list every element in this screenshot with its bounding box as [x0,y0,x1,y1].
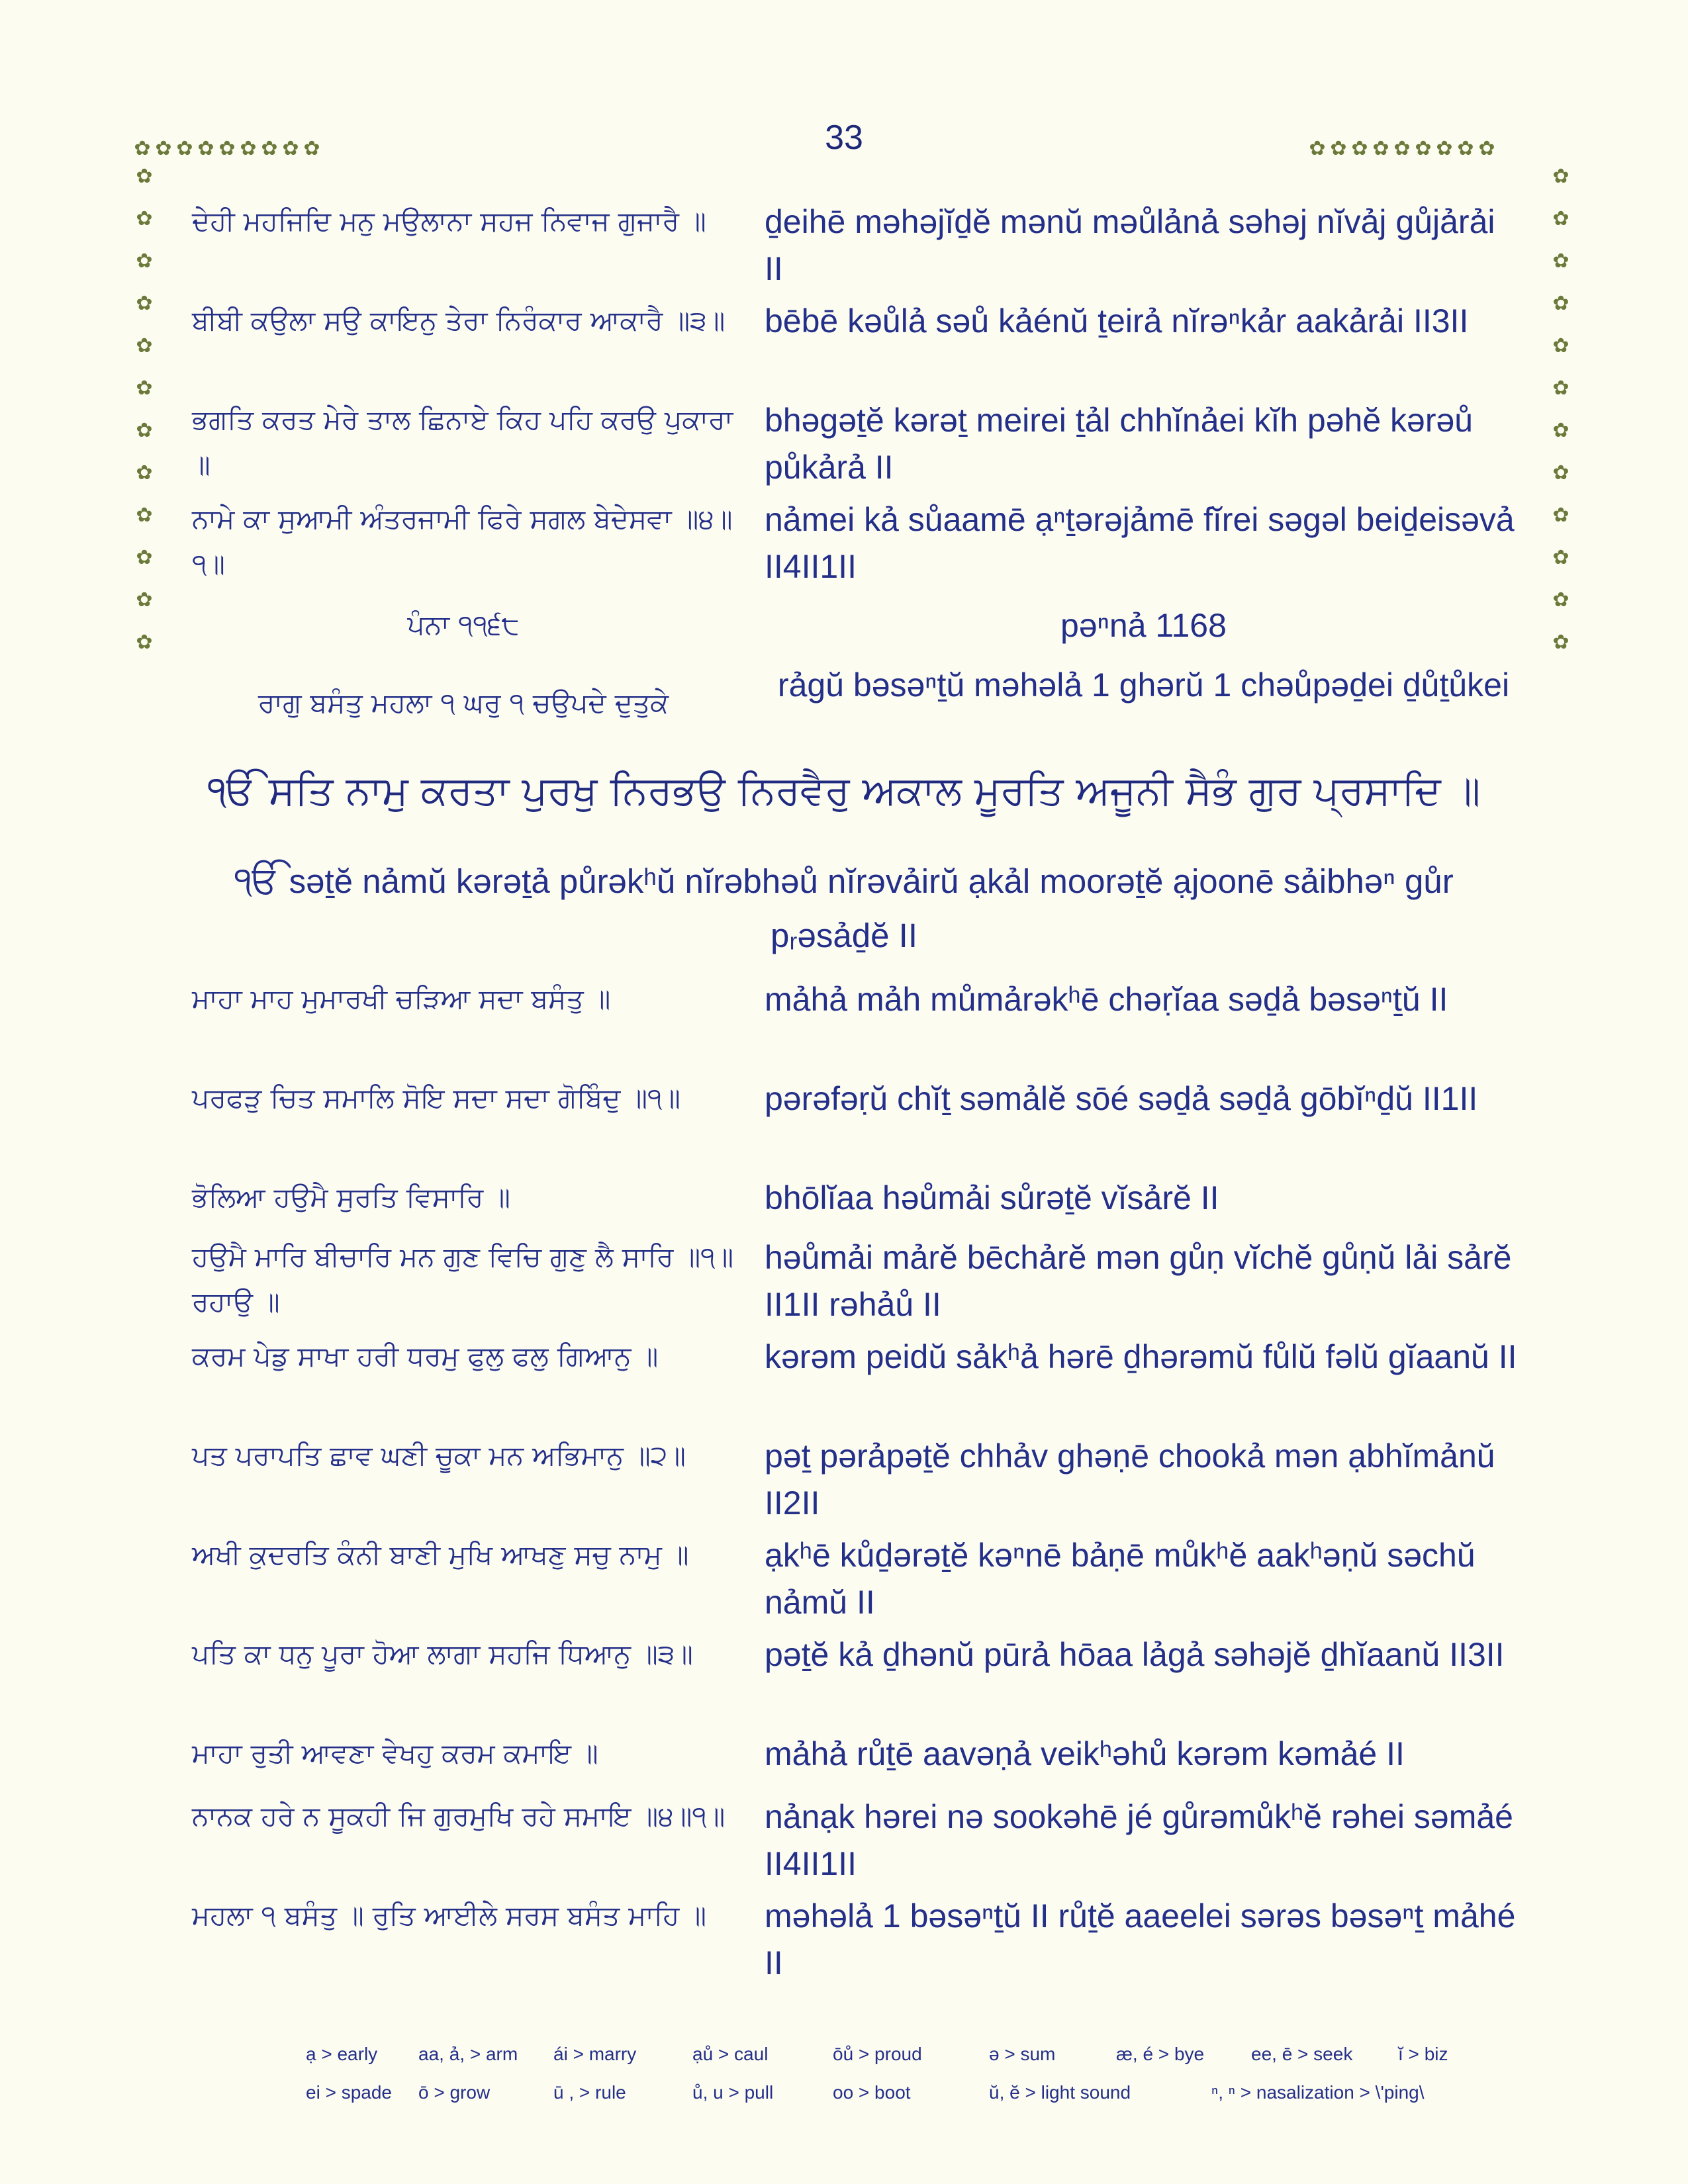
gurmukhi-line: ਭੋਲਿਆ ਹਉਮੈ ਸੁਰਤਿ ਵਿਸਾਰਿ ॥ [192,1181,510,1213]
legend-item: ĭ > biz [1398,2044,1448,2064]
transliteration-line: məhəlả 1 bəsəⁿṯŭ II růṯĕ aaeelei sərəs bəsəⁿṯ mảhé II [765,1897,1516,1981]
flower-ornament-icon: ✿ [1415,137,1432,160]
page-number: 33 [825,118,863,157]
flower-ornament-icon: ✿ [136,546,153,569]
flower-ornament-icon: ✿ [136,334,153,357]
gurmukhi-line: ਪਤ ਪਰਾਪਤਿ ਛਾਵ ਘਣੀ ਚੂਕਾ ਮਨ ਅਭਿਮਾਨੁ ॥੨॥ [192,1439,686,1471]
legend-item: oo > boot [833,2082,911,2103]
ik-onkar-symbol: ੴ [234,859,280,902]
flower-ornament-icon: ✿ [1552,165,1570,188]
transliteration-line: nảnạk hərei nə sookəhē jé gůrəmůkʰĕ rəhei səmảé II4II1II [765,1798,1513,1882]
flower-ornament-icon: ✿ [282,137,299,160]
flower-ornament-icon: ✿ [218,137,236,160]
flower-ornament-icon: ✿ [1552,546,1570,569]
legend-item: ŭ, ĕ > light sound [989,2082,1131,2103]
flower-ornament-icon: ✿ [1552,461,1570,484]
legend-item: aa, ả, > arm [418,2044,518,2064]
flower-ornament-icon: ✿ [1552,207,1570,230]
transliteration-line: bhəgəṯĕ kərəṯ meirei ṯảl chhĭnảei kĭh pəhĕ kərəů půkảrả II [765,402,1474,486]
flower-ornament-icon: ✿ [155,137,172,160]
transliteration-line: bhōlĭaa həůmải sůrəṯĕ vĭsảrĕ II [765,1179,1219,1216]
legend-item: ạ > early [306,2044,378,2064]
gurmukhi-line: ਅਖੀ ਕੁਦਰਤਿ ਕੰਨੀ ਬਾਣੀ ਮੁਖਿ ਆਖਣੁ ਸਚੁ ਨਾਮੁ ॥ [192,1539,689,1570]
flower-ornament-icon: ✿ [1330,137,1347,160]
flower-ornament-icon: ✿ [136,631,153,654]
legend-item: ōů > proud [833,2044,922,2064]
gurmukhi-line: ਨਾਨਕ ਹਰੇ ਨ ਸੂਕਹੀ ਜਿ ਗੁਰਮੁਖਿ ਰਹੇ ਸਮਾਇ ॥੪॥੧॥ [192,1800,726,1832]
mool-mantar-gurmukhi: ੴ ਸਤਿ ਨਾਮੁ ਕਰਤਾ ਪੁਰਖੁ ਨਿਰਭਉ ਨਿਰਵੈਰੁ ਅਕਾਲ ਮੂਰਤਿ ਅਜੂਨੀ ਸੈਭੰ ਗੁਰ ਪ੍ਰਸਾਦਿ ॥ [207,768,1481,814]
flower-ornament-icon: ✿ [1351,137,1368,160]
flower-ornament-icon: ✿ [1372,137,1389,160]
mool-mantar-translit [199,854,1489,963]
flower-ornament-icon: ✿ [176,137,193,160]
transliteration-line: pəṯ pərảpəṯĕ chhảv ghəṇē chookả mən ạbhĭmảnŭ II2II [765,1437,1495,1522]
flower-ornament-icon: ✿ [136,419,153,442]
legend-item: æ, é > bye [1116,2044,1205,2064]
gurmukhi-line: ਹਉਮੈ ਮਾਰਿ ਬੀਚਾਰਿ ਮਨ ਗੁਣ ਵਿਚਿ ਗੁਣੁ ਲੈ ਸਾਰਿ ॥੧॥ ਰਹਾਉ ॥ [192,1241,733,1318]
legend-item: ū , > rule [553,2082,626,2103]
transliteration-line: mảhả růṯē aavəṇả veikʰəhů kərəm kəmảé II [765,1735,1405,1772]
gurmukhi-line: ਮਹਲਾ ੧ ਬਸੰਤੁ ॥ ਰੁਤਿ ਆਈਲੇ ਸਰਸ ਬਸੰਤ ਮਾਹਿ ॥ [192,1899,707,1931]
transliteration-line: kərəm peidŭ sảkʰả hərē ḏhərəmŭ fůlŭ fəlŭ gĭaanŭ II [765,1338,1517,1375]
flower-ornament-icon: ✿ [1478,137,1495,160]
flower-ornament-icon: ✿ [240,137,257,160]
legend-item: ů, u > pull [692,2082,774,2103]
flower-ornament-icon: ✿ [1457,137,1474,160]
flower-ornament-icon: ✿ [134,137,151,160]
transliteration-line: bēbē kəůlả səů kảénŭ ṯeirả nĭrəⁿkảr aakảrải II3II [765,302,1469,340]
page-reference-translit: pəⁿnả 1168 [1060,607,1227,644]
transliteration-line: ạkʰē kůḏərəṯĕ kəⁿnē bảṇē můkʰĕ aakʰəṇŭ səchŭ nảmŭ II [765,1537,1476,1621]
transliteration-line: pərəfəṛŭ chĭṯ səmảlĕ sōé səḏả səḏả gōbĭⁿḏŭ II1II [765,1080,1478,1117]
transliteration-line: mảhả mảh můmảrəkʰē chəṛĭaa səḏả bəsəⁿṯŭ II [765,981,1448,1018]
legend-item: ō > grow [418,2082,491,2103]
gurmukhi-line: ਪਰਫੜੁ ਚਿਤ ਸਮਾਲਿ ਸੋਇ ਸਦਾ ਸਦਾ ਗੋਬਿੰਦੁ ॥੧॥ [192,1082,680,1114]
transliteration-line: pəṯĕ kả ḏhənŭ pūrả hōaa lảgả səhəjĕ ḏhĭaanŭ II3II [765,1636,1505,1673]
page-reference-gurmukhi: ਪੰਨਾ ੧੧੬੮ [407,609,520,641]
legend-item: ái > marry [553,2044,637,2064]
legend-item: ei > spade [306,2082,392,2103]
gurmukhi-line: ਬੀਬੀ ਕਉਲਾ ਸਉ ਕਾਇਨੁ ਤੇਰਾ ਨਿਰੰਕਾਰ ਆਕਾਰੈ ॥੩॥ [192,304,726,336]
legend-item: ə > sum [989,2044,1056,2064]
gurmukhi-line: ਭਗਤਿ ਕਰਤ ਮੇਰੇ ਤਾਲ ਛਿਨਾਏ ਕਿਹ ਪਹਿ ਕਰਉ ਪੁਕਾਰਾ ॥ [192,404,733,480]
transliteration-line: nảmei kả sůaamē ạⁿṯərəjảmē fĭrei səgəl beiḏeisəvả II4II1II [765,501,1515,585]
flower-ornament-icon: ✿ [136,377,153,400]
gurmukhi-line: ਨਾਮੇ ਕਾ ਸੁਆਮੀ ਅੰਤਰਜਾਮੀ ਫਿਰੇ ਸਗਲ ਬੇਦੇਸਵਾ ॥੪॥੧॥ [192,503,733,580]
flower-ornament-icon: ✿ [1552,292,1570,315]
flower-ornament-icon: ✿ [136,588,153,612]
mool-mantar-translit-text: səṯĕ nảmŭ kərəṯả půrəkʰŭ nĭrəbhəů nĭrəvảirŭ ạkảl moorəṯĕ ạjoonē sảibhəⁿ gůr pᵣəsảḏĕ II [289,862,1454,954]
flower-ornament-icon: ✿ [197,137,214,160]
raag-heading-gurmukhi: ਰਾਗੁ ਬਸੰਤੁ ਮਹਲਾ ੧ ਘਰੁ ੧ ਚਉਪਦੇ ਦੁਤੁਕੇ [258,687,669,719]
legend-item: ⁿ, ⁿ > nasalization > \'ping\ [1211,2082,1425,2103]
flower-ornament-icon: ✿ [1552,250,1570,273]
raag-heading-translit: rảgŭ bəsəⁿṯŭ məhəlả 1 ghərŭ 1 chəůpəḏei ḏůṯůkei [777,666,1510,704]
flower-ornament-icon: ✿ [1393,137,1411,160]
flower-ornament-icon: ✿ [303,137,320,160]
legend-item: ee, ē > seek [1251,2044,1353,2064]
flower-ornament-icon: ✿ [1552,334,1570,357]
flower-ornament-icon: ✿ [1552,419,1570,442]
flower-ornament-icon: ✿ [136,207,153,230]
flower-ornament-icon: ✿ [136,165,153,188]
gurmukhi-line: ਮਾਹਾ ਰੁਤੀ ਆਵਣਾ ਵੇਖਹੁ ਕਰਮ ਕਮਾਇ ॥ [192,1737,598,1769]
flower-ornament-icon: ✿ [1552,631,1570,654]
gurmukhi-line: ਪਤਿ ਕਾ ਧਨੁ ਪੂਰਾ ਹੋਆ ਲਾਗਾ ਸਹਜਿ ਧਿਆਨੁ ॥੩॥ [192,1638,693,1670]
flower-ornament-icon: ✿ [136,292,153,315]
transliteration-line: ḏeihē məhəjĭḏĕ mənŭ məůlảnả səhəj nĭvảj gůjảrải II [765,203,1495,287]
flower-ornament-icon: ✿ [1552,588,1570,612]
transliteration-line: həůmải mảrĕ bēchảrĕ mən gůṇ vĭchĕ gůṇŭ lải sảrĕ II1II rəhảů II [765,1239,1512,1323]
flower-ornament-icon: ✿ [261,137,278,160]
legend-item: ạů > caul [692,2044,769,2064]
flower-ornament-icon: ✿ [1552,504,1570,527]
flower-ornament-icon: ✿ [136,461,153,484]
flower-ornament-icon: ✿ [1552,377,1570,400]
flower-ornament-icon: ✿ [136,250,153,273]
gurmukhi-line: ਮਾਹਾ ਮਾਹ ਮੁਮਾਰਖੀ ਚੜਿਆ ਸਦਾ ਬਸੰਤੁ ॥ [192,983,611,1015]
gurmukhi-line: ਕਰਮ ਪੇਡੁ ਸਾਖਾ ਹਰੀ ਧਰਮੁ ਫੁਲੁ ਫਲੁ ਗਿਆਨੁ ॥ [192,1340,659,1372]
flower-ornament-icon: ✿ [136,504,153,527]
flower-ornament-icon: ✿ [1436,137,1453,160]
flower-ornament-icon: ✿ [1309,137,1326,160]
gurmukhi-line: ਦੇਹੀ ਮਹਜਿਦਿ ਮਨੁ ਮਉਲਾਨਾ ਸਹਜ ਨਿਵਾਜ ਗੁਜਾਰੈ ॥ [192,205,706,237]
